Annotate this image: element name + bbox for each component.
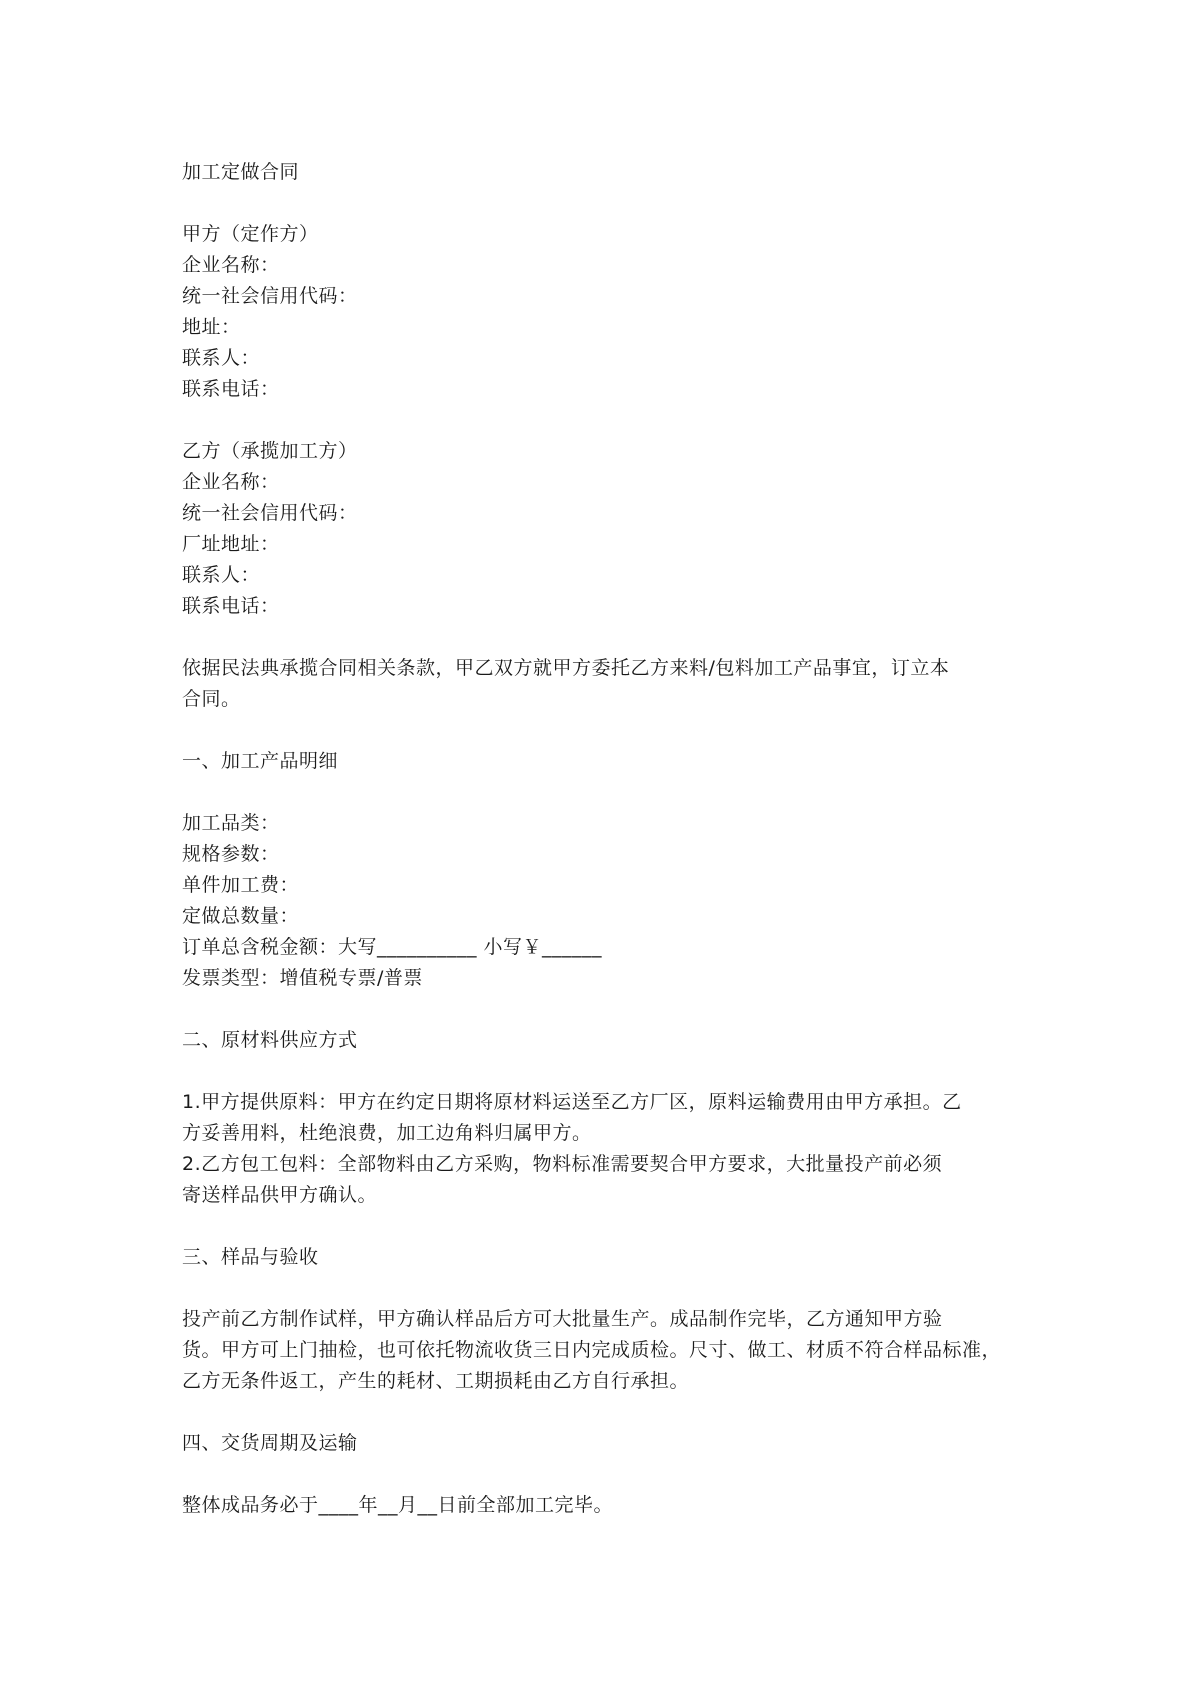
section-3-paragraph-line: 投产前乙方制作试样，甲方确认样品后方可大批量生产。成品制作完毕，乙方通知甲方验 xyxy=(182,1308,943,1330)
section-2-paragraph-line: 2.乙方包工包料：全部物料由乙方采购，物料标准需要契合甲方要求，大批量投产前必须 xyxy=(182,1153,943,1175)
party-b-phone-label: 联系电话： xyxy=(182,595,280,617)
document-title: 加工定做合同 xyxy=(182,161,300,183)
section-3-paragraph-line: 乙方无条件返工，产生的耗材、工期损耗由乙方自行承担。 xyxy=(182,1370,690,1392)
total-amount-label: 订单总含税金额：大写__________ 小写￥______ xyxy=(182,936,603,958)
section-2-paragraph-line: 寄送样品供甲方确认。 xyxy=(182,1184,378,1206)
unit-fee-label: 单件加工费： xyxy=(182,874,300,896)
party-b-contact-label: 联系人： xyxy=(182,564,261,586)
product-category-label: 加工品类： xyxy=(182,812,280,834)
party-b-address-label: 厂址地址： xyxy=(182,533,280,555)
invoice-type-label: 发票类型：增值税专票/普票 xyxy=(182,967,423,989)
section-4-paragraph-line: 整体成品务必于____年__月__日前全部加工完毕。 xyxy=(182,1494,614,1516)
section-3-heading: 三、样品与验收 xyxy=(182,1246,319,1268)
section-2-paragraph-line: 方妥善用料，杜绝浪费，加工边角料归属甲方。 xyxy=(182,1122,592,1144)
section-2-paragraph-line: 1.甲方提供原料：甲方在约定日期将原材料运送至乙方厂区，原料运输费用由甲方承担。乙 xyxy=(182,1091,962,1113)
party-a-credit-code-label: 统一社会信用代码： xyxy=(182,285,358,307)
party-a-company-label: 企业名称： xyxy=(182,254,280,276)
party-a-contact-label: 联系人： xyxy=(182,347,261,369)
preamble-line: 合同。 xyxy=(182,688,241,710)
party-b-heading: 乙方（承揽加工方） xyxy=(182,440,358,462)
section-1-heading: 一、加工产品明细 xyxy=(182,750,339,772)
section-3-paragraph-line: 货。甲方可上门抽检，也可依托物流收货三日内完成质检。尺寸、做工、材质不符合样品标准， xyxy=(182,1339,1002,1361)
section-2-heading: 二、原材料供应方式 xyxy=(182,1029,358,1051)
party-a-address-label: 地址： xyxy=(182,316,241,338)
party-b-credit-code-label: 统一社会信用代码： xyxy=(182,502,358,524)
party-b-company-label: 企业名称： xyxy=(182,471,280,493)
spec-params-label: 规格参数： xyxy=(182,843,280,865)
preamble-line: 依据民法典承揽合同相关条款，甲乙双方就甲方委托乙方来料/包料加工产品事宜，订立本 xyxy=(182,657,950,679)
section-4-heading: 四、交货周期及运输 xyxy=(182,1432,358,1454)
party-a-phone-label: 联系电话： xyxy=(182,378,280,400)
total-quantity-label: 定做总数量： xyxy=(182,905,300,927)
party-a-heading: 甲方（定作方） xyxy=(182,223,319,245)
